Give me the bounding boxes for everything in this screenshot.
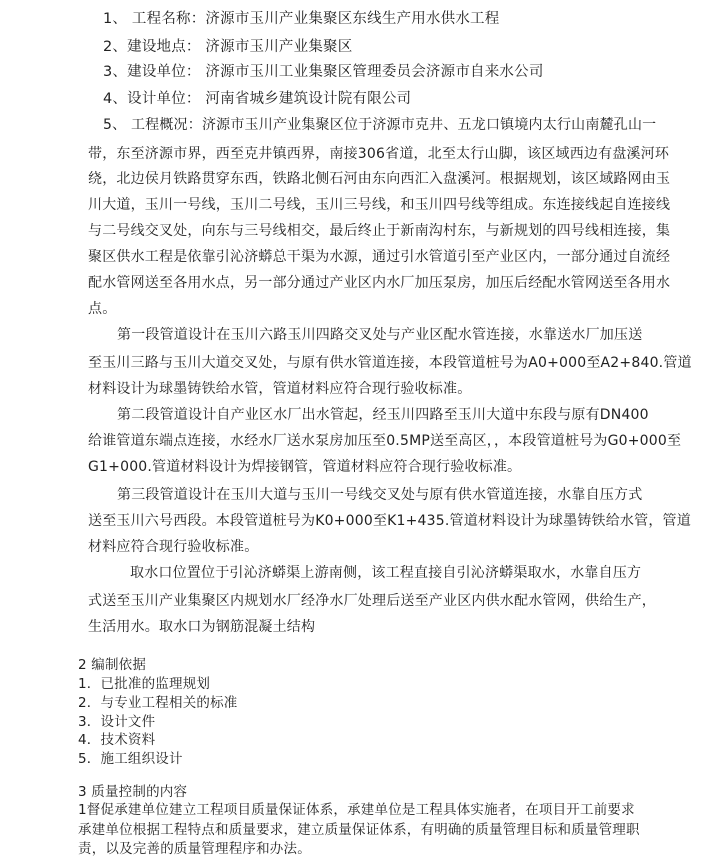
segment3-line: 送至玉川六号西段。本段管道桩号为K0+000至K1+435.管道材料设计为球墨铸铁给水管，管道 <box>88 513 691 529</box>
overview-line: 点。 <box>88 301 117 317</box>
segment1-line: 第一段管道设计在玉川六路玉川四路交叉处与产业区配水管连接，水靠送水厂加压送 <box>117 327 643 343</box>
overview-line: 5、 工程概况：济源市玉川产业集聚区位于济源市克井、五龙口镇境内太行山南麓孔山一 <box>103 117 657 133</box>
overview-line: 聚区供水工程是依靠引沁济蟒总干渠为水源，通过引水管道引至产业区内，一部分通过自流经 <box>88 249 671 265</box>
basis-heading: 2 编制依据 <box>78 657 147 673</box>
basis-item: 3．设计文件 <box>78 714 156 730</box>
segment3-line: 材料应符合现行验收标准。 <box>88 539 259 555</box>
segment2-line: 第二段管道设计自产业区水厂出水管起，经玉川四路至玉川大道中东段与原有DN400 <box>117 407 649 423</box>
construction-unit-line: 3、建设单位： 济源市玉川工业集聚区管理委员会济源市自来水公司 <box>103 64 544 80</box>
segment2-line: G1+000.管道材料设计为焊接钢管，管道材料应符合现行验收标准。 <box>88 459 522 475</box>
quality-line: 承建单位根据工程特点和质量要求，建立质量保证体系，有明确的质量管理目标和质量管理职 <box>78 822 640 838</box>
basis-item: 2．与专业工程相关的标准 <box>78 695 238 711</box>
basis-item: 4．技术资料 <box>78 732 156 748</box>
overview-line: 绕，北边侯月铁路贯穿东西，铁路北侧石河由东向西汇入盘溪河。根据规划，该区域路网由玉 <box>88 171 671 187</box>
intake-line: 取水口位置位于引沁济蟒渠上游南侧，该工程直接自引沁济蟒渠取水，水靠自压方 <box>130 565 642 581</box>
quality-heading: 3 质量控制的内容 <box>78 784 188 800</box>
quality-line: 1督促承建单位建立工程项目质量保证体系，承建单位是工程具体实施者，在项目开工前要求 <box>78 802 635 818</box>
design-unit-line: 4、设计单位： 河南省城乡建筑设计院有限公司 <box>103 91 412 107</box>
project-name-line: 1、 工程名称：济源市玉川产业集聚区东线生产用水供水工程 <box>103 11 500 27</box>
basis-item: 5．施工组织设计 <box>78 751 183 767</box>
overview-line: 川大道，玉川一号线，玉川二号线，玉川三号线，和玉川四号线等组成。东连接线起自连接线 <box>88 197 671 213</box>
intake-line: 式送至玉川产业集聚区内规划水厂经净水厂处理后送至产业区内供水配水管网，供给生产， <box>88 593 656 609</box>
basis-item: 1．已批准的监理规划 <box>78 676 211 692</box>
segment3-line: 第三段管道设计在玉川大道与玉川一号线交叉处与原有供水管道连接，水靠自压方式 <box>117 487 643 503</box>
segment2-line: 给谁管道东端点连接，水经水厂送水泵房加压至0.5MP送至高区，，本段管道桩号为G0+000至 <box>88 433 682 449</box>
construction-site-line: 2、建设地点： 济源市玉川产业集聚区 <box>103 39 353 55</box>
overview-line: 配水管网送至各用水点，另一部分通过产业区内水厂加压泵房，加压后经配水管网送至各用水 <box>88 275 671 291</box>
overview-line: 带，东至济源市界，西至克井镇西界，南接306省道，北至太行山脚，该区域西边有盘溪河环 <box>88 146 670 162</box>
quality-line: 责，以及完善的质量管理程序和办法。 <box>78 841 311 857</box>
overview-line: 与二号线交叉处，向东与三号线相交，最后终止于新南沟村东，与新规划的四号线相连接，集 <box>88 223 671 239</box>
segment1-line: 材料设计为球墨铸铁给水管，管道材料应符合现行验收标准。 <box>88 381 472 397</box>
intake-line: 生活用水。取水口为钢筋混凝土结构 <box>88 619 316 635</box>
segment1-line: 至玉川三路与玉川大道交叉处，与原有供水管道连接，本段管道桩号为A0+000至A2+840.管道 <box>88 355 692 371</box>
